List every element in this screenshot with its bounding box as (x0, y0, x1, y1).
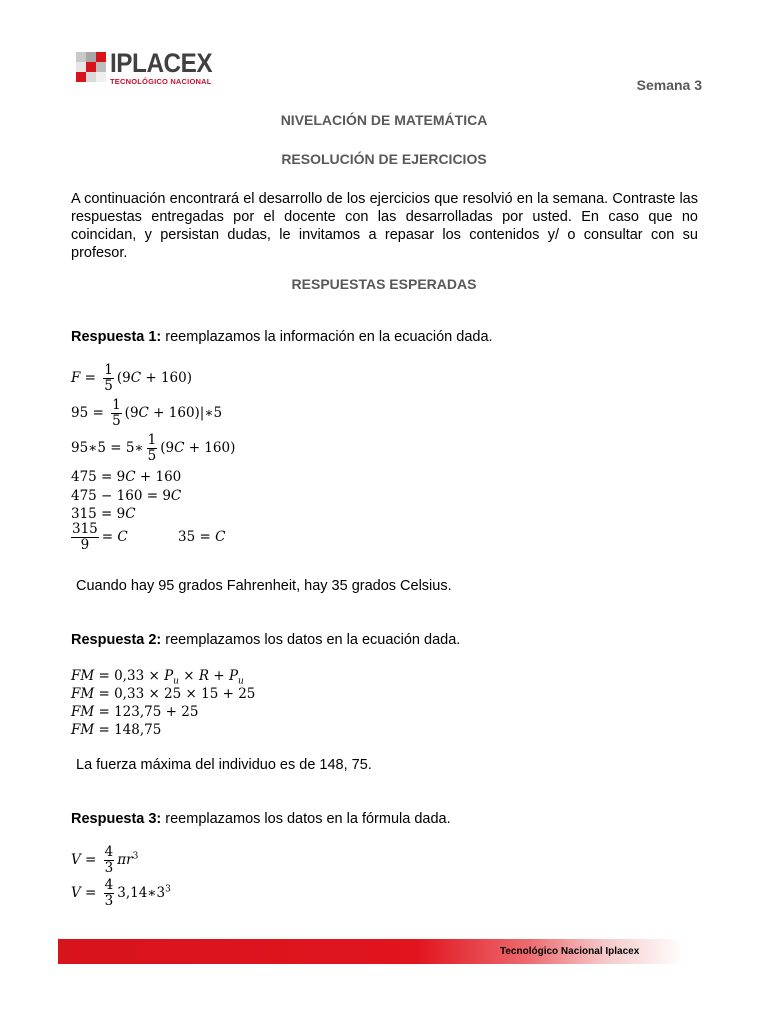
equation-line: 475 = 9C + 160 (71, 469, 182, 485)
answer2-text: reemplazamos los datos en la ecuación dada. (161, 632, 461, 648)
logo-mosaic-icon (76, 52, 106, 84)
answer1-label: Respuesta 1: (71, 329, 162, 345)
answer1-intro (71, 328, 493, 346)
answer2-conclusion: La fuerza máxima del individuo es de 148, 75. (76, 757, 372, 773)
equation-line: FM = 148,75 (71, 722, 162, 738)
equation-line: V = $\frac{4}{3}$ $\pi r^3$ (71, 844, 139, 876)
iplacex-logo (76, 48, 236, 92)
expected-answers-title: RESPUESTAS ESPERADAS (291, 276, 477, 292)
course-title: NIVELACIÓN DE MATEMÁTICA (280, 112, 488, 128)
equation-line: FM = $0,33 \times P_u \times R + P_u$ (71, 668, 244, 687)
equation-line: V = $\frac{4}{3}$ $3,14∗3^3$ (71, 877, 171, 909)
equation-line: 315 = 9C (71, 506, 136, 522)
equation-line: F = $\frac{1}{5}$ (9C + 160) (71, 362, 193, 394)
answer2-intro (71, 631, 460, 649)
week-label: Semana 3 (636, 77, 702, 93)
equation-line: $\frac{315}{9}$ = C 35 = C (72, 521, 226, 553)
logo-wordmark: IPLACEX (110, 48, 213, 78)
equation-line: 95 = $\frac{1}{5}$ (9C + 160)|∗5 (71, 397, 223, 429)
equation-line: 95∗5 = 5∗ $\frac{1}{5}$ (9C + 160) (71, 432, 236, 464)
section-title: RESOLUCIÓN DE EJERCICIOS (281, 151, 487, 167)
answer1-conclusion: Cuando hay 95 grados Fahrenheit, hay 35 grados Celsius. (76, 578, 452, 594)
logo-subtitle: TECNOLÓGICO NACIONAL (110, 77, 212, 86)
intro-paragraph: A continuación encontrará el desarrollo de los ejercicios que resolvió en la semana. Contraste las respuestas entregadas por el docente con las desarrolladas por usted. En caso que no coincidan, y persistan dudas, le invitamos a repasar los contenidos y/ o consultar con su profesor. (71, 191, 698, 261)
answer3-intro (71, 810, 451, 828)
answer2-label: Respuesta 2: (71, 632, 162, 648)
footer-text: Tecnológico Nacional Iplacex (500, 946, 640, 957)
equation-line: FM = 0,33 × 25 × 15 + 25 (71, 686, 256, 702)
equation-line: 475 − 160 = 9C (71, 488, 182, 504)
answer3-text: reemplazamos los datos en la fórmula dada. (161, 811, 451, 827)
equation-line: FM = 123,75 + 25 (71, 704, 199, 720)
answer1-text: reemplazamos la información en la ecuación dada. (161, 329, 493, 345)
answer3-label: Respuesta 3: (71, 811, 162, 827)
